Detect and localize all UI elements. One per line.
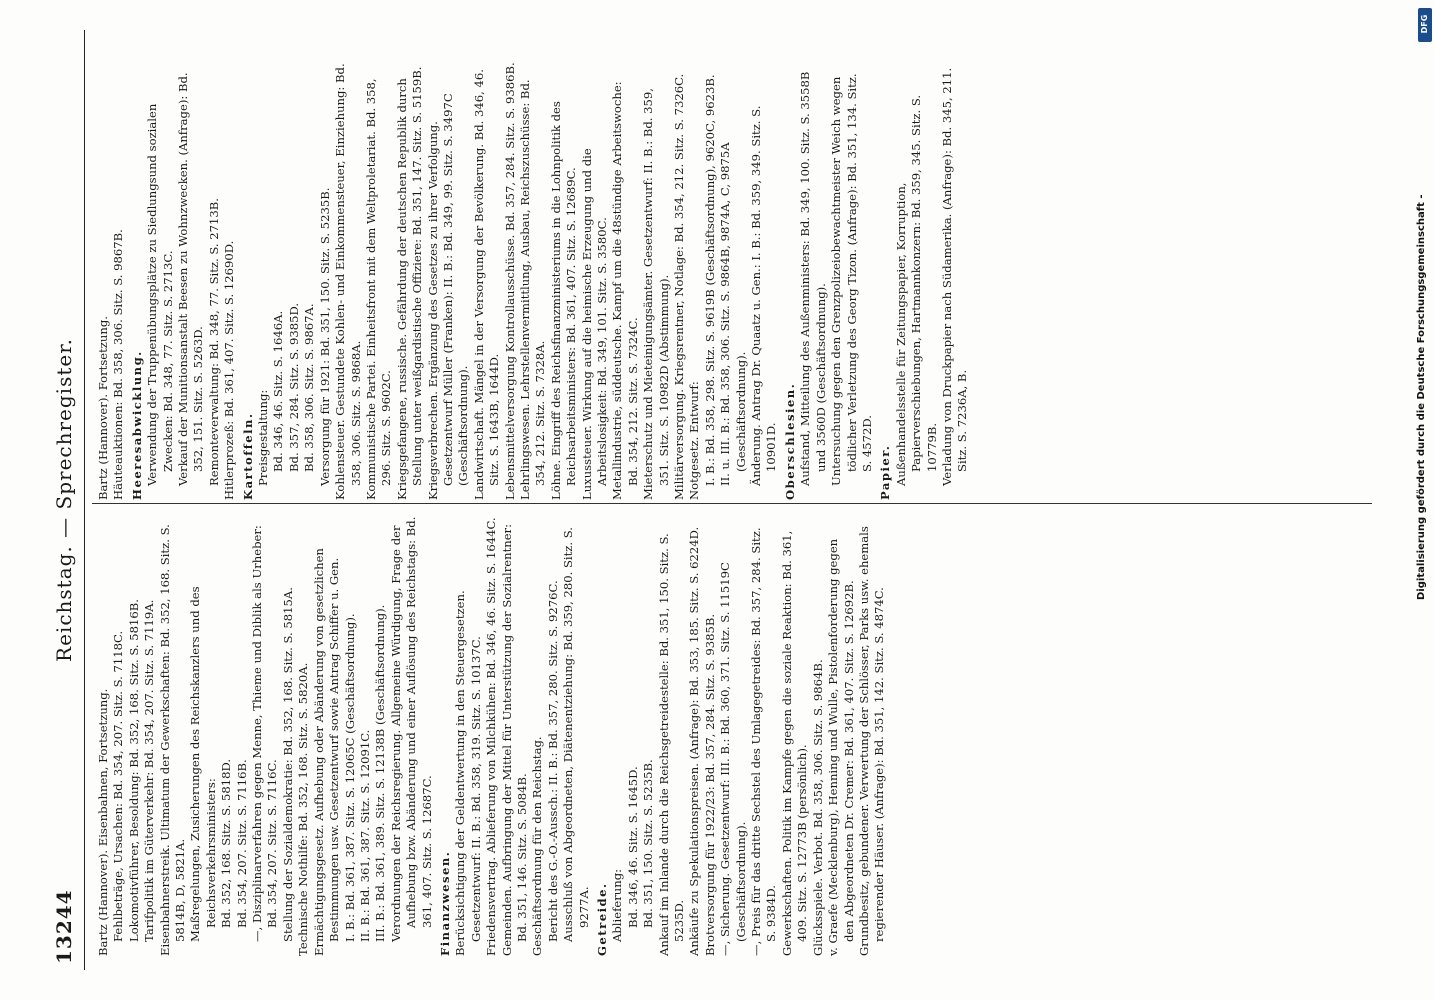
register-entry: Militärversorgung. Kriegsrentner, Notlage: Bd. 354, 212. Sitz. S. 7326C. — [672, 73, 687, 500]
register-entry: I. B.: Bd. 361, 387. Sitz. S. 12065C (Geschäftsordnung). — [342, 613, 357, 942]
register-entry: Aufstand, Mitteilung des Außenministers: Bd. 349, 100. Sitz. S. 3558B und 3560D (Geschäftsordnung). — [798, 71, 828, 486]
register-entry: II. u. III. B.: Bd. 358, 306. Sitz. S. 9864B, 9874A, C, 9875A (Geschäftsordnung). — [718, 142, 748, 486]
register-entry: Gemeinden. Aufbringung der Mittel für Unterstützung der Sozialrentner: Bd. 351, 146. Sitz. S. 5084B. — [499, 523, 529, 956]
register-entry: Ermächtigungsgesetz. Aufhebung oder Abänderung von gesetzlichen Bestimmungen usw. Gesetzentwurf sowie Antrag Schiffer u. Gen. — [311, 548, 342, 956]
register-entry: Brotversorgung für 1922/23: Bd. 357, 284. Sitz. S. 9385B. — [702, 613, 717, 956]
register-entry: Remonteverwaltung: Bd. 348, 77. Sitz. S. 2713B. — [206, 198, 221, 486]
dfg-logo-text: DFG — [1420, 14, 1429, 34]
page-number: 13244 — [52, 889, 76, 964]
register-entry: Verkauf der Munitionsanstalt Beesen zu Wohnzwecken. (Anfrage): Bd. 352, 151. Sitz. S. 5263D. — [176, 72, 206, 486]
register-entry: Kartoffeln. — [240, 412, 255, 500]
register-entry: Preisgestaltung: — [256, 389, 271, 486]
page-header — [48, 30, 85, 970]
register-entry: Landwirtschaft. Mängel in der Versorgung der Bevölkerung. Bd. 346, 46. Sitz. S. 1643B, 1644D. — [471, 69, 502, 500]
register-entry: Bd. 354, 207. Sitz. S. 7116B. — [234, 759, 249, 928]
register-entry: Bd. 357, 284. Sitz. S. 9385D. — [286, 302, 301, 472]
register-entry: Kommunistische Partei. Einheitsfront mit dem Weltproletariat. Bd. 358, 296. Sitz. S. 9602C. — [363, 78, 394, 500]
register-entry: Bartz (Hannover). Eisenbahnen, Fortsetzung. — [96, 688, 110, 956]
register-entry: Geschäftsordnung für den Reichstag. — [530, 736, 545, 956]
page-title: Reichstag. — Sprechregister. — [52, 338, 76, 662]
register-entry: Verladung von Druckpapier nach Südamerika. (Anfrage): Bd. 345, 211. Sitz. S. 7236A, B. — [939, 67, 970, 486]
register-entry: —, Preis für das dritte Sechstel des Umlagegetreides: Bd. 357, 284. Sitz. S. 9384D. — [749, 527, 779, 956]
register-entry: Bd. 346, 46. Sitz. S. 1645D. — [625, 766, 640, 928]
register-entry: v. Graefe (Mecklenburg), Henning und Wulle, Pistolenforderung gegen den Abgeordneten Dr. Cremer: Bd. 361, 407. Sitz. S. 12692B. — [826, 538, 856, 956]
register-entry: III. B.: Bd. 361, 389. Sitz. S. 12138B (Geschäftsordnung). — [373, 604, 388, 942]
register-entry: Tarifpolitik im Güterverkehr: Bd. 354, 207. Sitz. S. 7119A. — [142, 599, 157, 942]
column-divider — [92, 503, 1372, 504]
register-entry: Änderung. Antrag Dr. Quaatz u. Gen.: I. B.: Bd. 359, 349. Sitz. S. 10901D. — [749, 105, 779, 486]
register-entry: Luxussteuer. Wirkung auf die heimische Erzeugung und die Arbeitslosigkeit: Bd. 349, 101. Sitz. S. 3580C. — [579, 148, 609, 500]
register-entry: Friedensvertrag. Ablieferung von Milchkühen: Bd. 346, 46. Sitz. S. 1644C. — [484, 517, 499, 956]
register-entry: Bericht des G.-O.-Aussch.: II. B.: Bd. 357, 280. Sitz. S. 9276C. — [545, 580, 560, 942]
left-column — [96, 516, 1380, 956]
credit-text: Digitalisierung gefördert durch die Deutsche Forschungsgemeinschaft - — [1416, 194, 1427, 600]
register-entry: Lokomotivführer, Besoldung: Bd. 352, 168. Sitz. S. 5816B. — [126, 599, 141, 942]
register-entry: Ankauf im Inlande durch die Reichsgetreidestelle: Bd. 351, 150. Sitz. S. 5235D. — [656, 533, 687, 956]
register-entry: Hitlerprozeß: Bd. 361, 407. Sitz. S. 12690D. — [222, 240, 237, 500]
register-entry: Verwendung der Truppenübungsplätze zu Siedlungsund sozialen Zwecken: Bd. 348, 77. Sitz. S. 2713C. — [145, 103, 175, 486]
register-entry: Bd. 351, 150. Sitz. S. 5235B. — [641, 759, 656, 928]
register-entry: —, Disziplinarverfahren gegen Menne, Thieme und Diblik als Urheber: Bd. 354, 207. Sitz. S. 7116C. — [250, 525, 280, 942]
register-entry: Bd. 346, 46. Sitz. S. 1646A. — [271, 310, 286, 472]
register-entry: Außenhandelsstelle für Zeitungspapier, Korruption, Papierverschiebungen, Hartmannkonzern: Bd. 359, 345. Sitz. S. 10779B. — [893, 94, 939, 486]
register-entry: Bartz (Hannover). Fortsetzung. — [96, 316, 110, 500]
register-entry: Oberschlesien. — [782, 382, 797, 500]
register-entry: Finanzwesen. — [437, 850, 452, 956]
register-entry: I. B.: Bd. 358, 298. Sitz. S. 9619B (Geschäftsordnung), 9620C, 9623B. — [702, 74, 717, 486]
register-entry: Lehrlingswesen. Lehrstellenvermittlung, Ausbau, Reichszuschüsse: Bd. 354, 212. Sitz. S. 7328A. — [517, 79, 548, 500]
register-entry: Mieterschutz und Mieteinigungsämter. Gesetzentwurf: II. B.: Bd. 359, 351. Sitz. S. 10982D (Abstimmung). — [641, 88, 671, 500]
right-column — [96, 60, 1380, 500]
register-entry: Kohlensteuer. Gestundete Kohlen- und Einkommensteuer, Einziehung: Bd. 358, 306. Sitz. S. 9868A. — [333, 63, 363, 500]
register-entry: Papier. — [878, 444, 893, 500]
register-entry: Untersuchung gegen den Grenzpolizeiobewachtmeister Weich wegen tödlicher Verletzung des Georg Tizon. (Anfrage): Bd. 351, 134. Sitz. S. 4572D. — [829, 73, 874, 486]
register-entry: Bd. 358, 306. Sitz. S. 9867A. — [302, 303, 317, 472]
register-entry: Glücksspiele. Verbot. Bd. 358, 306. Sitz. S. 9864B. — [810, 659, 825, 956]
register-entry: Fehlbeträge, Ursachen: Bd. 354, 207. Sitz. S. 7118C. — [111, 630, 126, 942]
register-entry: Maßregelungen, Zusicherungen des Reichskanzlers und des Reichsverkehrsministers: — [188, 586, 218, 942]
register-entry: Notgesetz. Entwurf: — [687, 381, 702, 500]
register-entry: Grundbesitz, gebundener. Verwertung der Schlösser, Parks usw. ehemals regierender Häuser. (Anfrage): Bd. 351, 142. Sitz. S. 4874C. — [856, 526, 887, 956]
sidebar-credit — [1416, 10, 1430, 610]
register-entry: Ablieferung: — [610, 868, 625, 942]
register-entry: Berücksichtigung der Geldentwertung in den Steuergesetzen. Gesetzentwurf: II. B.: Bd. 358, 319. Sitz. S. 10137C. — [453, 590, 483, 956]
register-entry: Kriegsgefangene, russische. Gefährdung der deutschen Republik durch Stellung unter weißgardistische Offiziere: Bd. 351, 147. Sitz. S. 5159B. — [394, 66, 425, 500]
register-entry: Getreide. — [595, 882, 609, 956]
register-entry: Eisenbahnerstreik. Ultimatum der Gewerkschaften: Bd. 352, 168. Sitz. S. 5814B, D, 5821A. — [157, 524, 188, 956]
register-entry: Bd. 352, 168. Sitz. S. 5818D. — [219, 758, 234, 928]
register-entry: Heeresabwicklung. — [129, 350, 144, 500]
register-entry: Löhne. Eingriff des Reichsfinanzministeriums in die Lohnpolitik des Reichsarbeitsministers: Bd. 361, 407. Sitz. S. 12689C. — [548, 101, 579, 500]
register-entry: II. B.: Bd. 361, 387. Sitz. S. 12091C. — [357, 729, 372, 942]
register-entry: Häuteauktionen: Bd. 358, 306. Sitz. S. 9867B. — [111, 229, 126, 500]
register-entry: —, Sicherung. Gesetzentwurf: III. B.: Bd. 360, 371. Sitz. S. 11519C (Geschäftsordnung). — [718, 562, 748, 956]
register-entry: Versorgung für 1921: Bd. 351, 150. Sitz. S. 5235B. — [317, 187, 332, 486]
register-entry: Ausschluß von Abgeordneten, Diätenentziehung: Bd. 359, 280. Sitz. S. 9277A. — [561, 527, 591, 942]
register-entry: Stellung der Sozialdemokratie: Bd. 352, 168. Sitz. S. 5815A. — [280, 587, 295, 942]
register-entry: Lebensmittelversorgung Kontrollausschüsse. Bd. 357, 284. Sitz. S. 9386B. — [502, 62, 517, 500]
register-entry: Gewerkschaften. Politik im Kampfe gegen die soziale Reaktion: Bd. 361, 409. Sitz. S. 12773B (persönlich). — [779, 530, 810, 956]
register-entry: Metallindustrie, süddeutsche. Kampf um die 48stündige Arbeitswoche: Bd. 354, 212. Sitz. S. 7324C. — [610, 81, 640, 500]
register-entry: Ankäufe zu Spekulationspreisen. (Anfrage): Bd. 353, 185. Sitz. S. 6224D. — [687, 526, 702, 956]
register-entry: Kriegsverbrechen. Ergänzung des Gesetzes zu ihrer Verfolgung. Gesetzentwurf Müller (Franken): II. B.: Bd. 349, 99. Sitz. S. 3497C (Geschäftsordnung). — [425, 93, 471, 500]
register-entry: Verordnungen der Reichsregierung. Allgemeine Würdigung, Frage der Aufhebung bzw. Abänderung und einer Auflösung des Reichstags: Bd. 361, 407. Sitz. S. 12687C. — [388, 516, 434, 942]
register-entry: Technische Nothilfe: Bd. 352, 168. Sitz. S. 5820A. — [296, 662, 311, 956]
